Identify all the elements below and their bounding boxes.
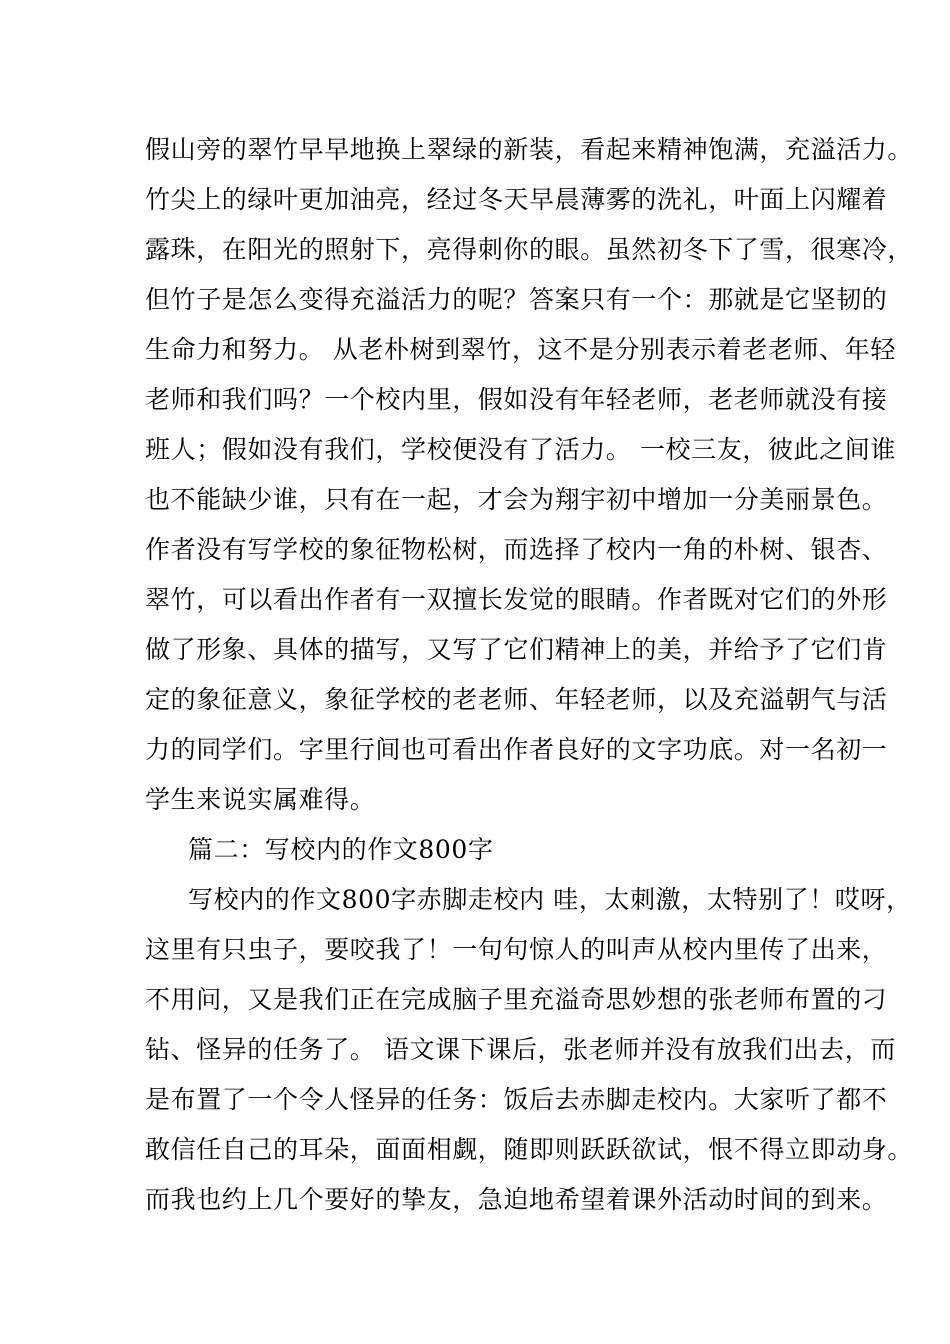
text-line: 定的象征意义，象征学校的老老师、年轻老师，以及充溢朝气与活 — [145, 685, 888, 714]
text-line: 也不能缺少谁，只有在一起，才会为翔宇初中增加一分美丽景色。 — [145, 485, 888, 514]
text-line: 班人；假如没有我们，学校便没有了活力。 一校三友，彼此之间谁 — [145, 435, 896, 464]
text-line: 学生来说实属难得。 — [145, 785, 376, 814]
text-line: 翠竹，可以看出作者有一双擅长发觉的眼睛。作者既对它们的外形 — [145, 585, 888, 614]
text-line: 力的同学们。字里行间也可看出作者良好的文字功底。对一名初一 — [145, 735, 888, 764]
text-line: 是布置了一个令人怪异的任务：饭后去赤脚走校内。大家听了都不 — [145, 1085, 888, 1114]
text-line: 而我也约上几个要好的挚友，急迫地希望着课外活动时间的到来。 — [145, 1185, 888, 1214]
text-line: 作者没有写学校的象征物松树，而选择了校内一角的朴树、银杏、 — [145, 535, 888, 564]
text-line: 钻、怪异的任务了。 语文课下课后，张老师并没有放我们出去，而 — [145, 1035, 896, 1064]
text-line: 这里有只虫子，要咬我了！一句句惊人的叫声从校内里传了出来， — [145, 935, 888, 964]
text-line: 露珠，在阳光的照射下，亮得刺你的眼。虽然初冬下了雪，很寒冷， — [145, 235, 914, 264]
text-line: 生命力和努力。 从老朴树到翠竹，这不是分别表示着老老师、年轻 — [145, 335, 896, 364]
text-line: 假山旁的翠竹早早地换上翠绿的新装，看起来精神饱满，充溢活力。 — [145, 135, 914, 164]
text-line: 竹尖上的绿叶更加油亮，经过冬天早晨薄雾的洗礼，叶面上闪耀着 — [145, 185, 888, 214]
text-line: 但竹子是怎么变得充溢活力的呢？答案只有一个：那就是它坚韧的 — [145, 285, 888, 314]
text-line: 不用问，又是我们正在完成脑子里充溢奇思妙想的张老师布置的刁 — [145, 985, 888, 1014]
text-line: 写校内的作文800字赤脚走校内 哇，太刺激，太特别了！哎呀， — [188, 885, 912, 914]
text-line: 老师和我们吗？一个校内里，假如没有年轻老师，老老师就没有接 — [145, 385, 888, 414]
text-line: 做了形象、具体的描写，又写了它们精神上的美，并给予了它们肯 — [145, 635, 888, 664]
section-heading: 篇二：写校内的作文800字 — [188, 835, 494, 864]
text-line: 敢信任自己的耳朵，面面相觑，随即则跃跃欲试，恨不得立即动身。 — [145, 1135, 914, 1164]
